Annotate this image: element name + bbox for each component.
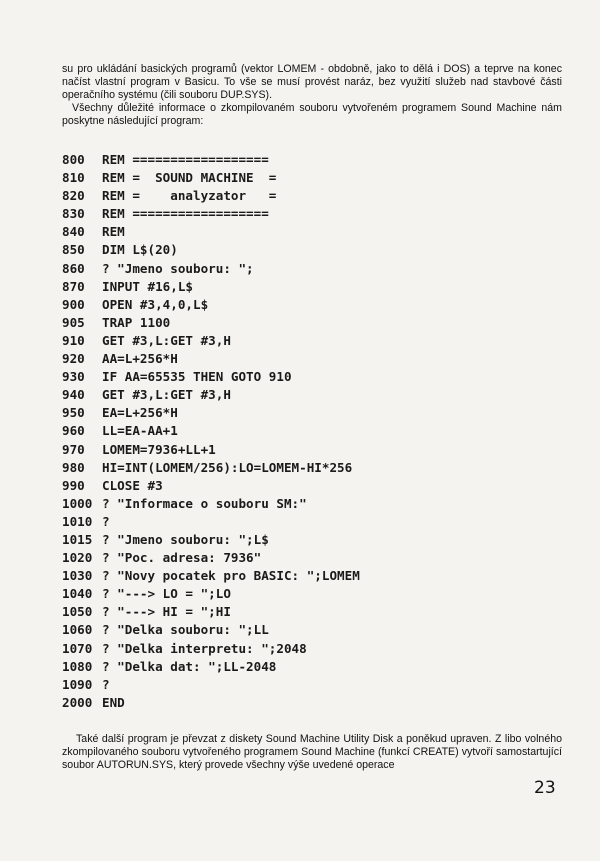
- code-line: [62, 205, 542, 223]
- code-line: [62, 459, 542, 477]
- line-number: 1000: [62, 495, 93, 511]
- code-line: [62, 296, 542, 314]
- line-number: 820: [62, 188, 85, 204]
- line-number: 930: [62, 369, 85, 385]
- line-statement: ? "Delka souboru: ";LL: [102, 622, 269, 638]
- line-statement: REM ==================: [102, 206, 269, 222]
- line-number: 1040: [62, 586, 93, 602]
- code-line: [62, 567, 542, 585]
- line-number: 950: [62, 405, 85, 421]
- line-statement: DIM L$(20): [102, 242, 178, 258]
- code-line: [62, 350, 542, 368]
- line-statement: AA=L+256*H: [102, 351, 178, 367]
- line-number: 870: [62, 278, 85, 294]
- line-statement: ? "---> HI = ";HI: [102, 604, 231, 620]
- line-statement: REM: [102, 224, 125, 240]
- line-statement: ?: [102, 513, 110, 529]
- line-statement: IF AA=65535 THEN GOTO 910: [102, 369, 292, 385]
- code-line: [62, 495, 542, 513]
- line-statement: CLOSE #3: [102, 477, 163, 493]
- code-line: [62, 603, 542, 621]
- line-number: 1050: [62, 604, 93, 620]
- line-number: 1010: [62, 513, 93, 529]
- line-number: 810: [62, 170, 85, 186]
- code-line: [62, 151, 542, 169]
- code-line: [62, 278, 542, 296]
- line-number: 800: [62, 152, 85, 167]
- line-number: 970: [62, 441, 85, 457]
- line-statement: ? "---> LO = ";LO: [102, 586, 231, 602]
- code-line: [62, 223, 542, 241]
- line-statement: REM = analyzator =: [102, 188, 277, 204]
- line-statement: INPUT #16,L$: [102, 278, 193, 294]
- code-line: [62, 187, 542, 205]
- line-statement: LOMEM=7936+LL+1: [102, 441, 216, 457]
- line-number: 840: [62, 224, 85, 240]
- line-number: 1020: [62, 550, 93, 566]
- code-line: [62, 332, 542, 350]
- line-statement: EA=L+256*H: [102, 405, 178, 421]
- page-number: 23: [534, 778, 556, 798]
- line-number: 990: [62, 477, 85, 493]
- intro-paragraph-1: su pro ukládání basických programů (vektor LOMEM - obdobně, jako to dělá i DOS) a teprve na konec načíst vlastní program v Basicu. To vše se musí provést naráz, bez využití služeb nad stavbové části operačního systému (čili souboru DUP.SYS).: [62, 63, 562, 101]
- code-line: [62, 621, 542, 639]
- line-statement: ? "Jmeno souboru: ";: [102, 260, 254, 276]
- line-number: 830: [62, 206, 85, 222]
- code-line: [62, 422, 542, 440]
- code-line: [62, 549, 542, 567]
- line-number: 1060: [62, 622, 93, 638]
- outro-paragraph: Také další program je převzat z diskety Sound Machine Utility Disk a poněkud upraven. Z libo volného zkompilovaného souboru vytvořeného programem Sound Machine (funkcí CREATE) vytvoří samostartující soubor AUTORUN.SYS, který provede všechny výše uvedené operace: [62, 733, 562, 771]
- line-statement: ? "Jmeno souboru: ";L$: [102, 531, 269, 547]
- line-statement: GET #3,L:GET #3,H: [102, 387, 231, 403]
- line-number: 980: [62, 459, 85, 475]
- line-number: 910: [62, 332, 85, 348]
- line-statement: ? "Novy pocatek pro BASIC: ";LOMEM: [102, 568, 360, 584]
- code-line: [62, 513, 542, 531]
- line-number: 1070: [62, 640, 93, 656]
- basic-program-listing: [62, 151, 542, 712]
- code-line: [62, 676, 542, 694]
- line-statement: OPEN #3,4,0,L$: [102, 296, 209, 312]
- line-statement: GET #3,L:GET #3,H: [102, 332, 231, 348]
- line-statement: ? "Delka dat: ";LL-2048: [102, 658, 277, 674]
- line-number: 860: [62, 260, 85, 276]
- line-number: 1015: [62, 531, 93, 547]
- line-statement: LL=EA-AA+1: [102, 423, 178, 439]
- line-statement: END: [102, 694, 125, 710]
- line-number: 900: [62, 296, 85, 312]
- code-line: [62, 169, 542, 187]
- intro-paragraph-2: Všechny důležité informace o zkompilovaném souboru vytvořeném programem Sound Machine nám poskytne následující program:: [62, 102, 562, 127]
- line-statement: HI=INT(LOMEM/256):LO=LOMEM-HI*256: [102, 459, 353, 475]
- code-line: [62, 314, 542, 332]
- code-line: [62, 404, 542, 422]
- line-statement: ? "Delka interpretu: ";2048: [102, 640, 307, 656]
- line-number: 1030: [62, 568, 93, 584]
- code-line: [62, 694, 542, 712]
- line-number: 905: [62, 314, 85, 330]
- code-line: [62, 658, 542, 676]
- line-number: 1090: [62, 676, 93, 692]
- line-number: 960: [62, 423, 85, 439]
- code-line: [62, 368, 542, 386]
- line-number: 850: [62, 242, 85, 258]
- code-line: [62, 477, 542, 495]
- line-statement: ? "Poc. adresa: 7936": [102, 550, 262, 566]
- line-number: 940: [62, 387, 85, 403]
- intro-text: [62, 63, 562, 128]
- code-line: [62, 241, 542, 259]
- line-statement: REM ==================: [102, 152, 269, 167]
- code-line: [62, 386, 542, 404]
- code-line: [62, 640, 542, 658]
- code-line: [62, 531, 542, 549]
- code-line: [62, 585, 542, 603]
- line-number: 2000: [62, 694, 93, 710]
- line-statement: TRAP 1100: [102, 314, 171, 330]
- code-line: [62, 260, 542, 278]
- line-statement: ? "Informace o souboru SM:": [102, 495, 307, 511]
- line-statement: REM = SOUND MACHINE =: [102, 170, 277, 186]
- line-statement: ?: [102, 676, 110, 692]
- line-number: 1080: [62, 658, 93, 674]
- line-number: 920: [62, 351, 85, 367]
- code-line: [62, 441, 542, 459]
